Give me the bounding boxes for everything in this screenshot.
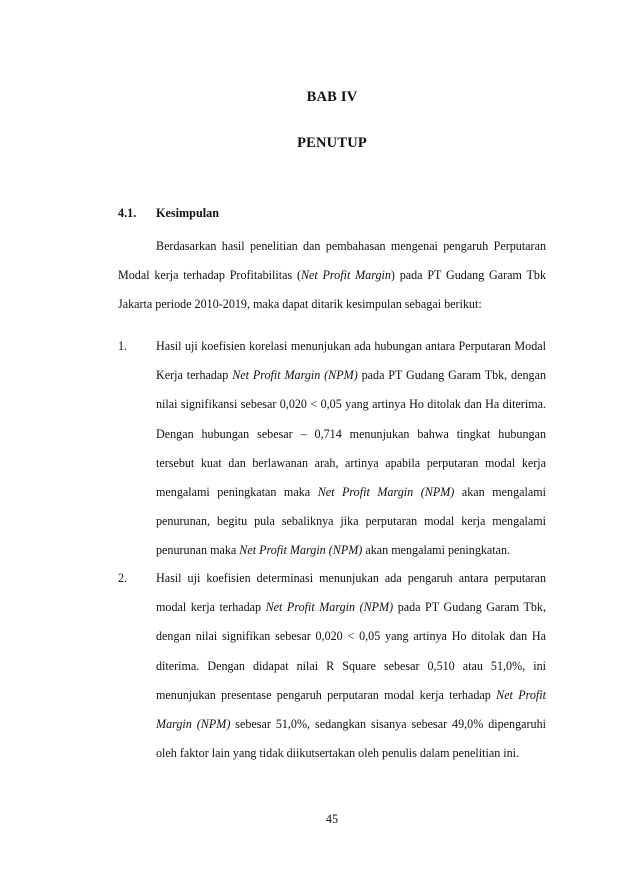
item-term: Net Profit Margin (NPM) bbox=[265, 600, 394, 615]
item-text-part: akan mengalami penurunan, begitu pula sebaliknya jika perputaran modal kerja mengalami penurunan maka bbox=[156, 485, 546, 558]
item-text bbox=[156, 564, 546, 768]
intro-paragraph bbox=[118, 232, 546, 320]
item-text-part: akan mengalami peningkatan. bbox=[362, 543, 511, 558]
page-number: 45 bbox=[325, 812, 339, 826]
chapter-label: BAB IV bbox=[306, 89, 358, 105]
item-term: Net Profit Margin (NPM) bbox=[317, 485, 455, 500]
item-term: Net Profit Margin (NPM) bbox=[232, 368, 358, 383]
item-number: 1. bbox=[118, 339, 128, 353]
item-text-part: Hasil uji koefisien determinasi menunjukan ada pengaruh antara perputaran modal kerja terhadap bbox=[156, 571, 546, 615]
item-term: Net Profit Margin (NPM) bbox=[239, 543, 363, 558]
item-number: 2. bbox=[118, 571, 128, 585]
section-number: 4.1. bbox=[118, 206, 137, 220]
item-text-part: Hasil uji koefisien korelasi menunjukan ada hubungan antara Perputaran Modal Kerja terhadap bbox=[156, 339, 546, 383]
item-text bbox=[156, 332, 546, 566]
intro-text-before: Berdasarkan hasil penelitian dan pembahasan mengenai pengaruh Perputaran Modal kerja terhadap Profitabilitas ( bbox=[118, 239, 546, 283]
item-term: Net Profit Margin (NPM) bbox=[156, 687, 547, 732]
section-title: Kesimpulan bbox=[156, 206, 219, 220]
intro-text-after: ) pada PT Gudang Garam Tbk Jakarta periode 2010-2019, maka dapat ditarik kesimpulan sebagai berikut: bbox=[118, 268, 546, 312]
item-text-part: sebesar 51,0%, sedangkan sisanya sebesar 49,0% dipengaruhi oleh faktor lain yang tidak diikutsertakan oleh penulis dalam penelitian ini. bbox=[156, 717, 546, 761]
item-text-part: pada PT Gudang Garam Tbk, dengan nilai signifikansi sebesar 0,020 < 0,05 yang artinya Ho ditolak dan Ha diterima. Dengan hubungan sebesar – 0,714 menunjukan bahwa tingkat hubungan tersebut kuat dan berlawanan arah, artinya apabila perputaran modal kerja mengalami peningkatan maka bbox=[156, 368, 546, 500]
chapter-title: PENUTUP bbox=[297, 135, 367, 151]
item-text-part: pada PT Gudang Garam Tbk, dengan nilai signifikan sebesar 0,020 < 0,05 yang artinya Ho ditolak dan Ha diterima. Dengan didapat nilai R Square sebesar 0,510 atau 51,0%, ini menunjukan presentase pengaruh perputaran modal kerja terhadap bbox=[156, 600, 546, 702]
intro-term: Net Profit Margin bbox=[300, 268, 391, 283]
